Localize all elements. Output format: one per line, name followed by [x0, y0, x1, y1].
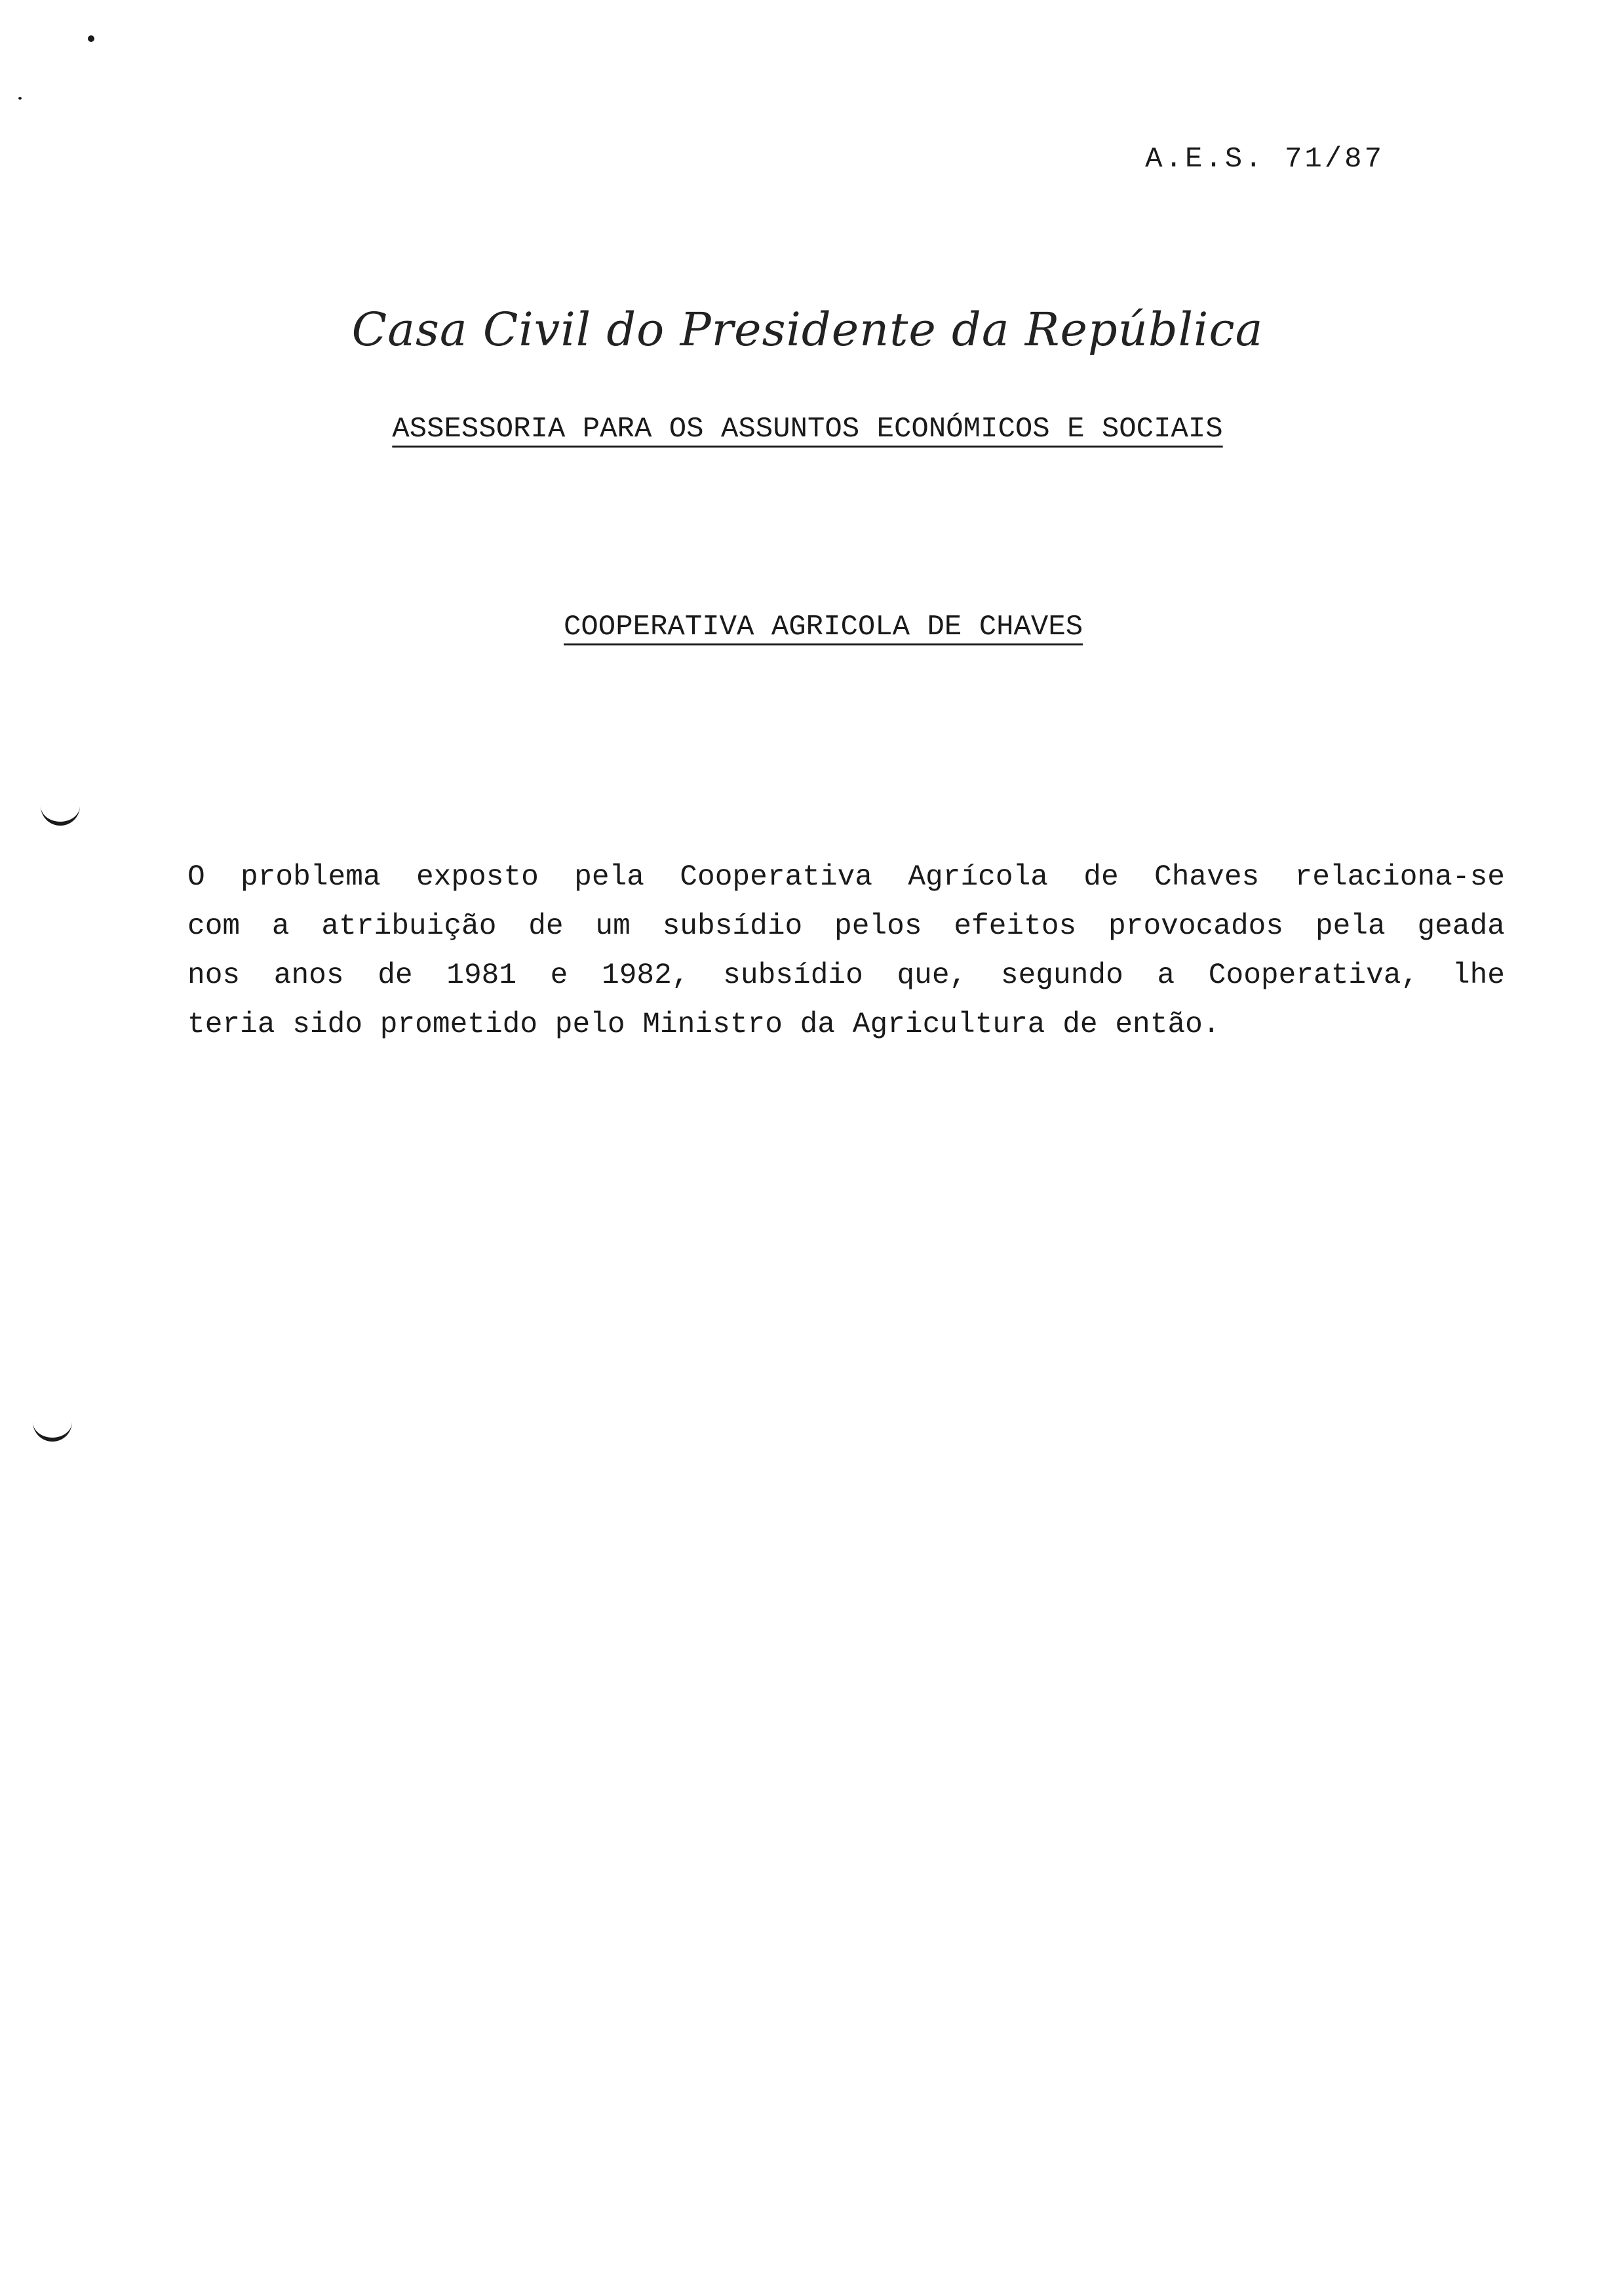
body-line: com a atribuição de um subsídio pelos efeitos provocados pela geada — [187, 910, 1505, 943]
punch-mark — [88, 35, 94, 42]
subject-heading — [564, 611, 1083, 643]
binder-hole-mark — [41, 799, 80, 826]
document-reference: A.E.S. 71/87 — [1145, 143, 1384, 176]
body-line: teria sido prometido pelo Ministro da Agricultura de então. — [187, 1008, 1220, 1041]
scan-speck — [18, 97, 22, 100]
letterhead-title: Casa Civil do Presidente da República — [351, 303, 1264, 356]
department-heading — [0, 413, 1615, 446]
body-line: O problema exposto pela Cooperativa Agrícola de Chaves relaciona-se — [187, 861, 1505, 894]
binder-hole-mark — [33, 1415, 72, 1442]
body-line: nos anos de 1981 e 1982, subsídio que, segundo a Cooperativa, lhe — [187, 959, 1505, 992]
body-paragraph — [187, 853, 1505, 1050]
subject-heading-text: COOPERATIVA AGRICOLA DE CHAVES — [564, 611, 1083, 643]
department-heading-text: ASSESSORIA PARA OS ASSUNTOS ECONÓMICOS E SOCIAIS — [392, 413, 1223, 446]
